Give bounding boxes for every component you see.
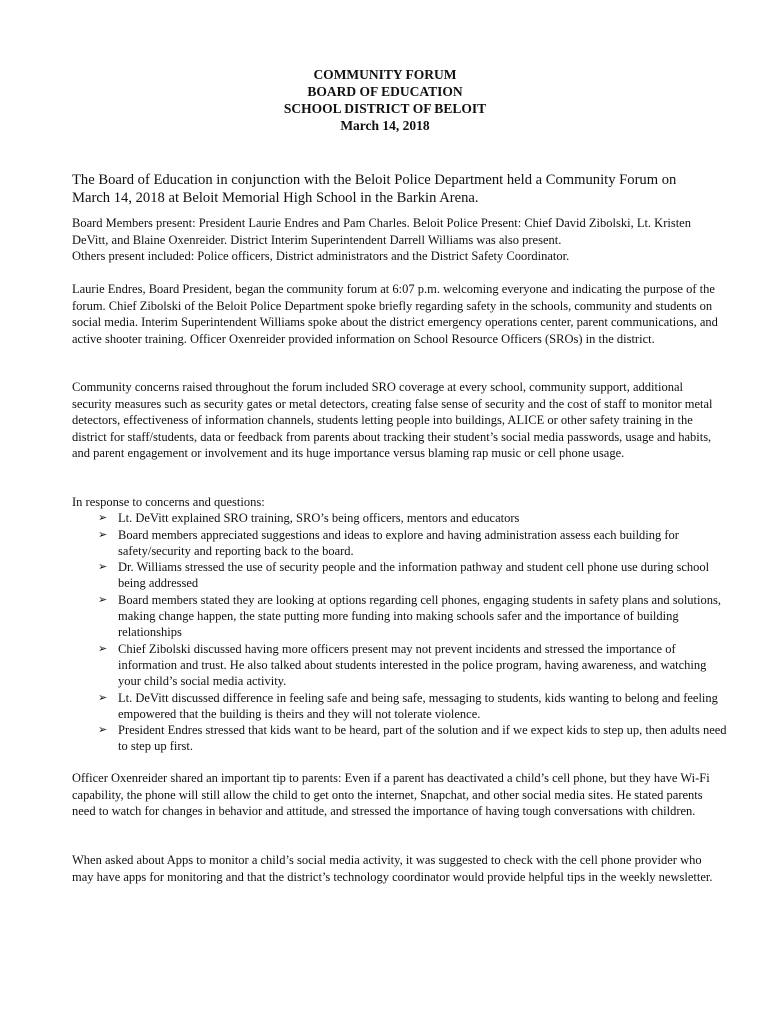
opening-text: Laurie Endres, Board President, began the community forum at 6:07 p.m. welcoming everyone and indicating the purpose of the forum. Chief Zibolski of the Beloit Police Department spoke briefly regarding safety in the schools, community and students on social media. Interim Superintendent Williams spoke about the district emergency operations center, parent communications, and active shooter training. Officer Oxenreider provided information on School Resource Officers (SROs) in the district. (72, 282, 718, 346)
concerns-paragraph (72, 379, 722, 462)
header-title: COMMUNITY FORUM (313, 67, 457, 82)
arrow-bullet-icon: ➢ (98, 723, 108, 737)
header-board: BOARD OF EDUCATION (307, 84, 463, 99)
list-item (72, 690, 727, 723)
list-item (72, 592, 727, 641)
list-item-text: President Endres stressed that kids want to be heard, part of the solution and if we expect kids to step up, then adults need to step up first. (118, 723, 727, 754)
list-item (72, 527, 727, 560)
arrow-bullet-icon: ➢ (98, 690, 108, 704)
intro-paragraph: The Board of Education in conjunction with the Beloit Police Department held a Community Forum on March 14, 2018 at Beloit Memorial High School in the Barkin Arena. (72, 172, 677, 206)
attendance-section (72, 215, 722, 265)
arrow-bullet-icon: ➢ (98, 527, 108, 541)
list-item-text: Chief Zibolski discussed having more officers present may not prevent incidents and stressed the importance of information and trust. He also talked about students interested in the police program, having awareness, and watching your child’s social media activity. (118, 641, 707, 689)
list-item-text: Dr. Williams stressed the use of security people and the information pathway and student cell phone use during school being addressed (118, 560, 710, 591)
opening-paragraph (72, 281, 722, 347)
list-item-text: Board members stated they are looking at options regarding cell phones, engaging students in safety plans and solutions, making change happen, the state putting more funding into making schools safer and the importance of building relationships (118, 592, 721, 640)
list-item (72, 641, 727, 690)
concerns-text: Community concerns raised throughout the forum included SRO coverage at every school, community support, additional security measures such as security gates or metal detectors, creating false sense of security and the cost of staff to monitor metal detectors, effectiveness of information channels, students letting people into buildings, ALICE or other safety training in the district for staff/students, data or feedback from parents about tracking their student’s social media passwords, usage and habits, and parent engagement or involvement and its huge importance versus blaming rap music or cell phone usage. (72, 380, 713, 460)
header-district: SCHOOL DISTRICT OF BELOIT (283, 101, 487, 116)
apps-paragraph (72, 852, 722, 885)
responses-list (72, 510, 727, 754)
document-header (0, 66, 770, 134)
arrow-bullet-icon: ➢ (98, 592, 108, 606)
list-item (72, 722, 727, 755)
attendance-members: Board Members present: President Laurie Endres and Pam Charles. Beloit Police Present: Chief David Zibolski, Lt. Kristen DeVitt, and Blaine Oxenreider. District Interim Superintendent Darrell Williams was also present. (72, 216, 691, 247)
arrow-bullet-icon: ➢ (98, 560, 108, 574)
header-date: March 14, 2018 (340, 118, 430, 133)
list-item (72, 510, 727, 526)
tip-text: Officer Oxenreider shared an important tip to parents: Even if a parent has deactivated a child’s cell phone, but they have Wi-Fi capability, the phone will still allow the child to get onto the internet, Snapchat, and other social media sites. He stated parents need to watch for changes in behavior and attitude, and stressed the importance of having tough conversations with children. (72, 771, 710, 818)
list-item (72, 559, 727, 592)
arrow-bullet-icon: ➢ (98, 641, 108, 655)
list-item-text: Board members appreciated suggestions and ideas to explore and having administration assess each building for safety/security and reporting back to the board. (118, 527, 679, 558)
responses-section (72, 494, 727, 755)
list-item-text: Lt. DeVitt discussed difference in feeling safe and being safe, messaging to students, kids wanting to belong and feeling empowered that the building is theirs and they will not tolerate violence. (118, 690, 718, 721)
arrow-bullet-icon: ➢ (98, 511, 108, 525)
list-item-text: Lt. DeVitt explained SRO training, SRO’s being officers, mentors and educators (118, 511, 520, 526)
tip-paragraph (72, 770, 722, 820)
attendance-others: Others present included: Police officers, District administrators and the District Safety Coordinator. (72, 249, 570, 263)
responses-lead: In response to concerns and questions: (72, 495, 265, 509)
apps-text: When asked about Apps to monitor a child’s social media activity, it was suggested to check with the cell phone provider who may have apps for monitoring and that the district’s technology coordinator would provide helpful tips in the weekly newsletter. (72, 853, 713, 884)
